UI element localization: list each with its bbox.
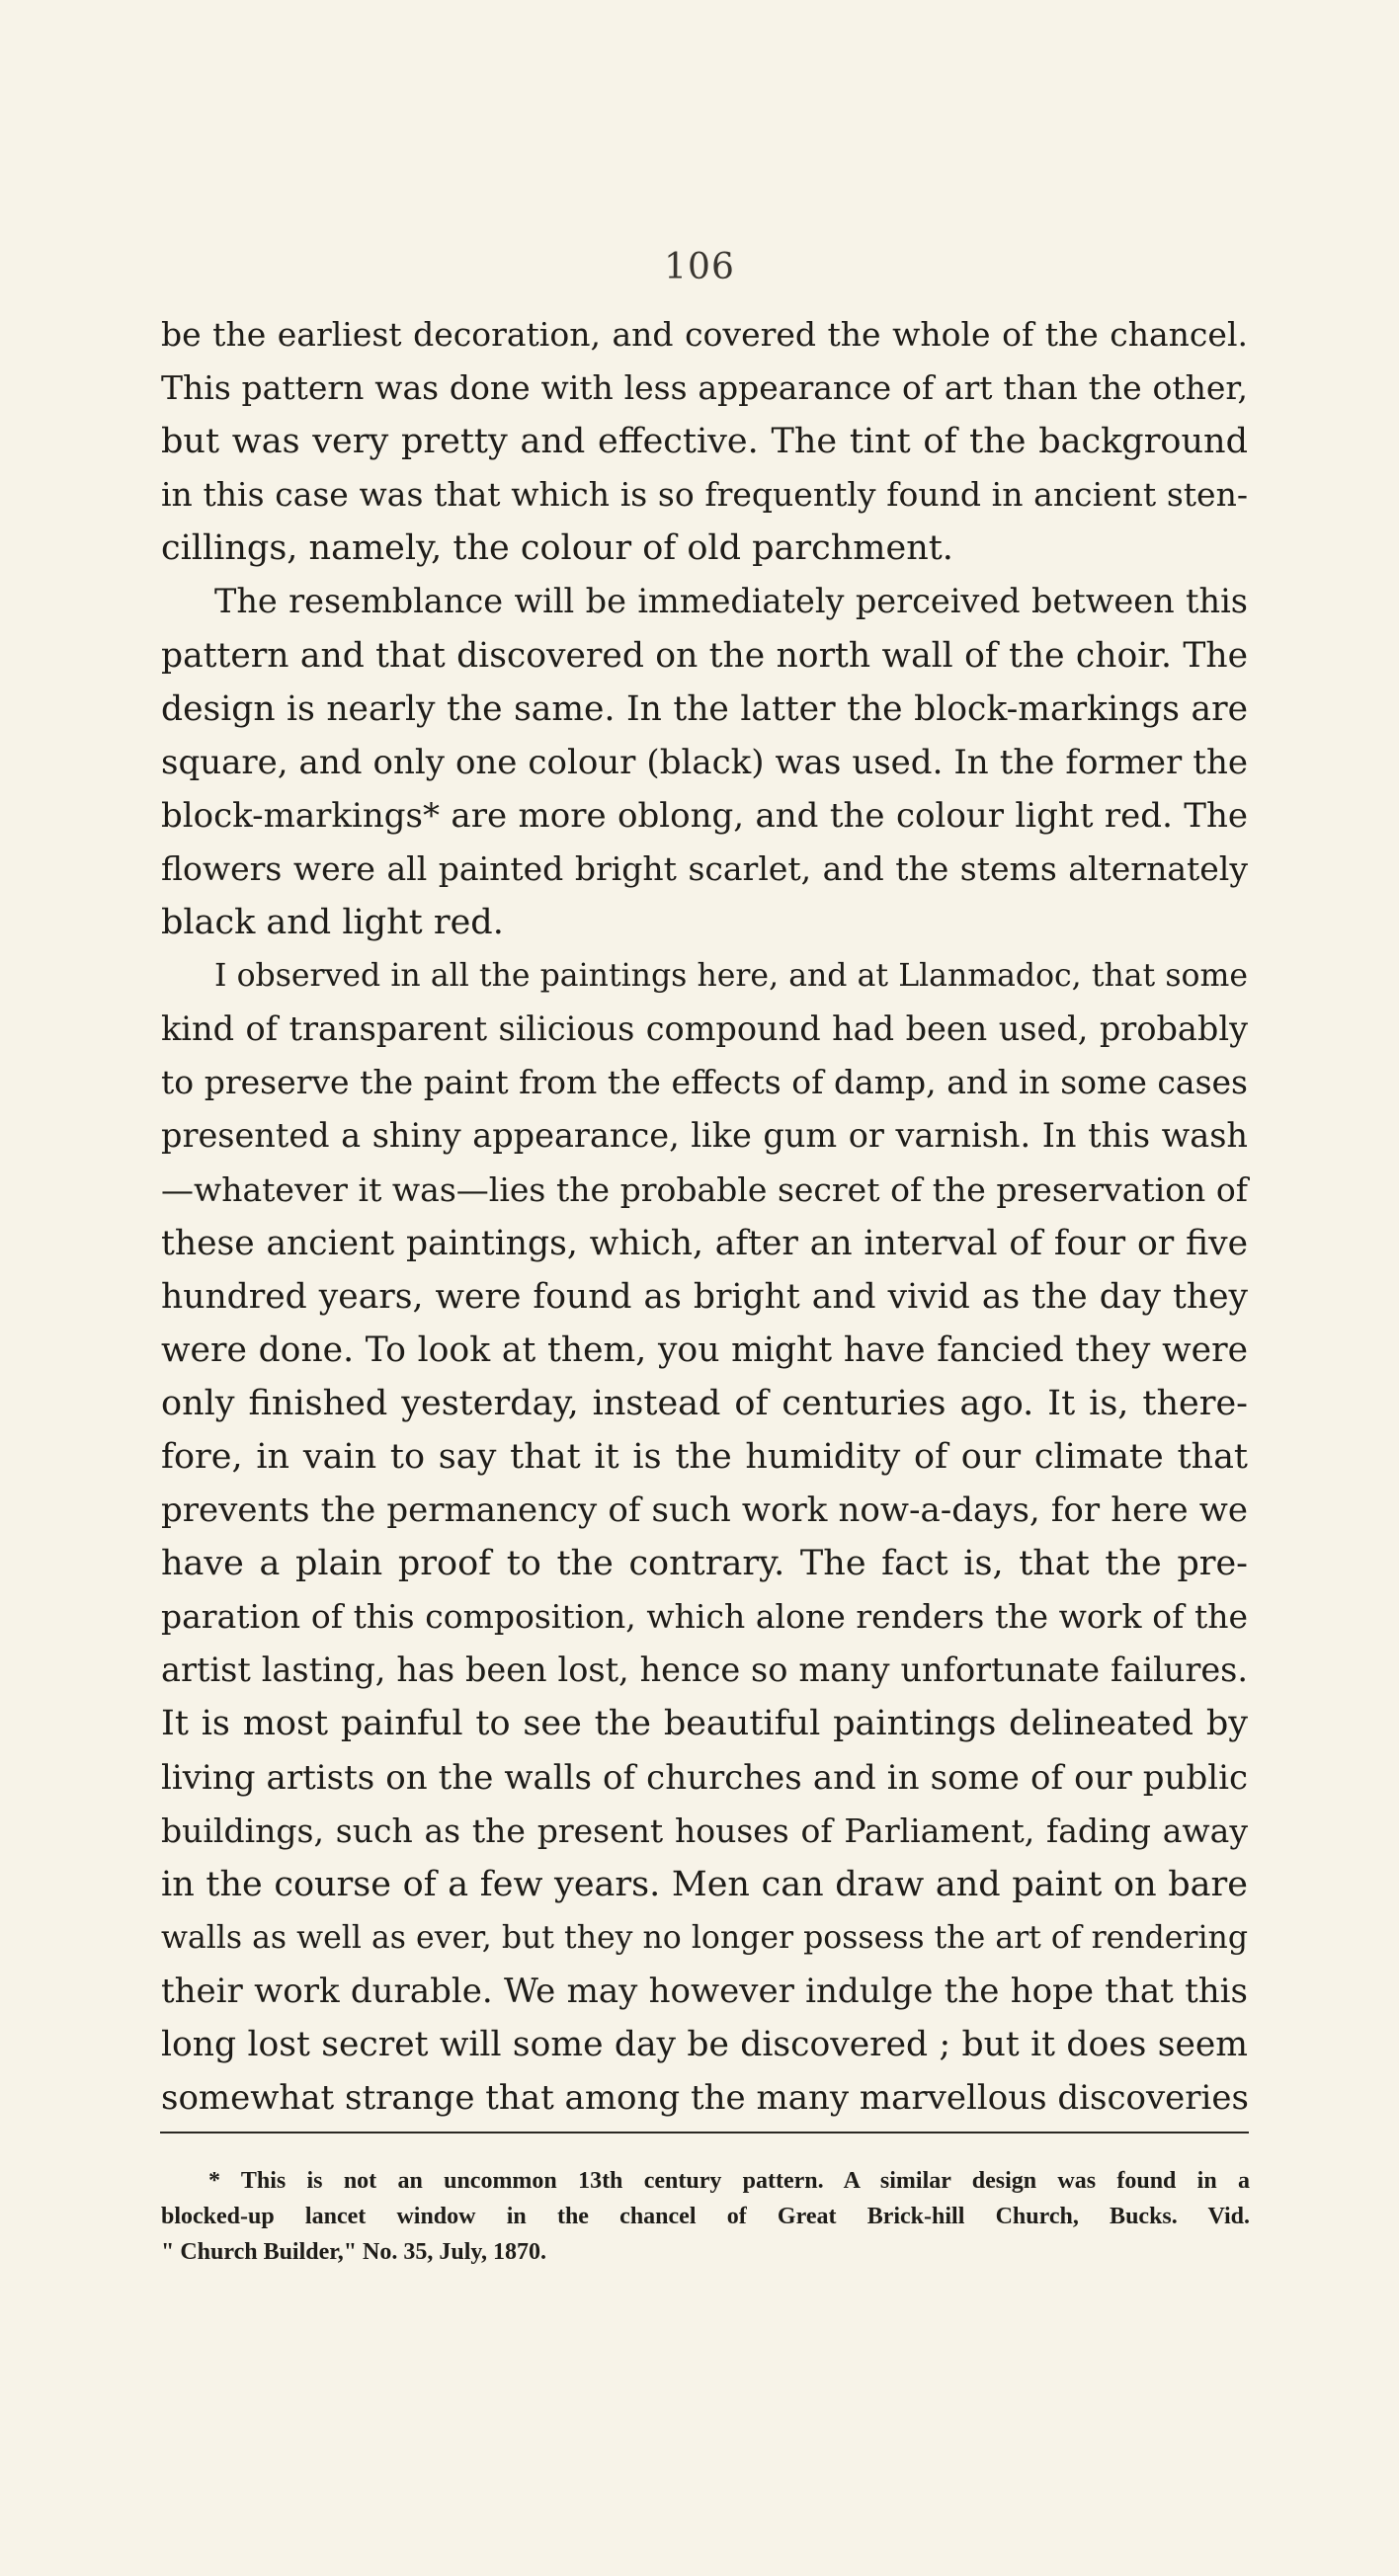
text-line: block-markings* are more oblong, and the colour light red. The bbox=[161, 795, 1248, 836]
text-line: only finished yesterday, instead of centuries ago. It is, there- bbox=[161, 1383, 1248, 1423]
text-line: hundred years, were found as bright and vivid as the day they bbox=[161, 1276, 1248, 1317]
text-line: It is most painful to see the beautiful paintings delineated by bbox=[161, 1704, 1248, 1744]
text-line: presented a shiny appearance, like gum or varnish. In this wash bbox=[161, 1116, 1248, 1156]
text-line: The resemblance will be immediately perceived between this bbox=[214, 582, 1248, 621]
footnote-line: " Church Builder," No. 35, July, 1870. bbox=[161, 2239, 547, 2265]
text-line: buildings, such as the present houses of Parliament, fading away bbox=[161, 1811, 1248, 1850]
text-line: cillings, namely, the colour of old parchment. bbox=[161, 528, 953, 569]
text-line: pattern and that discovered on the north wall of the choir. The bbox=[161, 635, 1248, 676]
text-line: living artists on the walls of churches and in some of our public bbox=[161, 1757, 1248, 1798]
page-number: 106 bbox=[664, 247, 735, 287]
text-line: in this case was that which is so frequently found in ancient sten- bbox=[161, 475, 1248, 515]
text-line: I observed in all the paintings here, and at Llanmadoc, that some bbox=[214, 958, 1248, 995]
text-line: prevents the permanency of such work now-a-days, for here we bbox=[161, 1490, 1248, 1531]
text-line: flowers were all painted bright scarlet, and the stems alternately bbox=[161, 848, 1248, 888]
text-line: these ancient paintings, which, after an interval of four or five bbox=[161, 1223, 1248, 1263]
footnote-line: * This is not an uncommon 13th century pattern. A similar design was found in a bbox=[208, 2168, 1250, 2194]
text-line: but was very pretty and effective. The tint of the background bbox=[161, 422, 1248, 462]
footnote-line: blocked-up lancet window in the chancel of Great Brick-hill Church, Bucks. Vid. bbox=[161, 2204, 1250, 2229]
text-line: in the course of a few years. Men can draw and paint on bare bbox=[161, 1864, 1248, 1904]
body-text bbox=[161, 308, 1248, 2125]
text-line: This pattern was done with less appearance of art than the other, bbox=[161, 368, 1248, 408]
text-line: have a plain proof to the contrary. The fact is, that the pre- bbox=[161, 1544, 1248, 1584]
text-line: long lost secret will some day be discovered ; but it does seem bbox=[161, 2025, 1248, 2064]
footnote bbox=[161, 2163, 1250, 2270]
text-line: somewhat strange that among the many marvellous discoveries bbox=[161, 2078, 1249, 2119]
text-line: be the earliest decoration, and covered the whole of the chancel. bbox=[161, 315, 1248, 354]
text-line: to preserve the paint from the effects of damp, and in some cases bbox=[161, 1063, 1248, 1102]
text-line: —whatever it was—lies the probable secret of the preservation of bbox=[161, 1169, 1248, 1209]
text-line: fore, in vain to say that it is the humidity of our climate that bbox=[161, 1436, 1248, 1477]
text-line: artist lasting, has been lost, hence so many unfortunate failures. bbox=[161, 1650, 1248, 1690]
text-line: square, and only one colour (black) was used. In the former the bbox=[161, 742, 1248, 782]
text-line: kind of transparent silicious compound had been used, probably bbox=[161, 1009, 1248, 1049]
text-line: design is nearly the same. In the latter the block-markings are bbox=[161, 688, 1248, 729]
text-line: paration of this composition, which alone renders the work of the bbox=[161, 1597, 1248, 1637]
footnote-divider bbox=[160, 2132, 1249, 2133]
text-line: black and light red. bbox=[161, 903, 504, 943]
text-line: were done. To look at them, you might have fancied they were bbox=[161, 1329, 1248, 1370]
text-line: their work durable. We may however indulge the hope that this bbox=[161, 1971, 1248, 2011]
text-line: walls as well as ever, but they no longer possess the art of rendering bbox=[161, 1919, 1248, 1956]
